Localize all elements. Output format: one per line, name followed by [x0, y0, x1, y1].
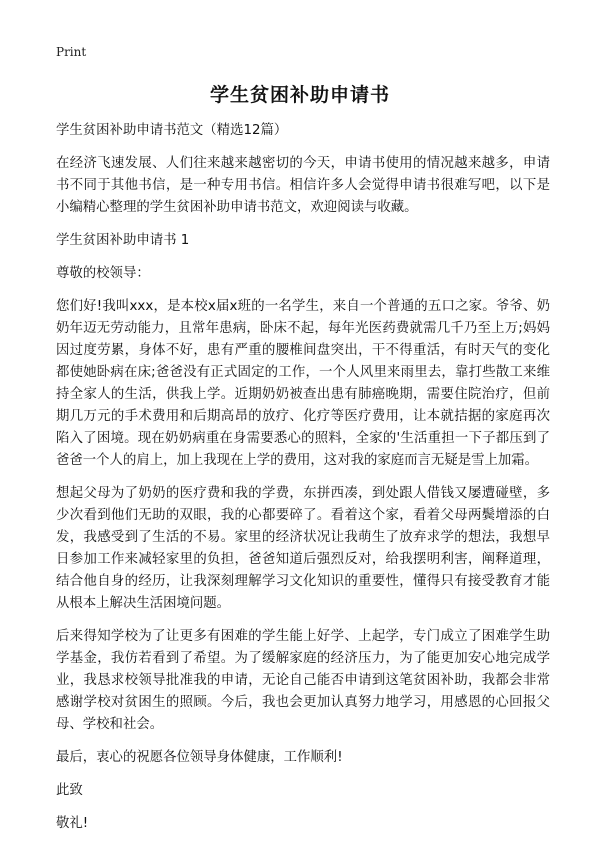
salutation: 尊敬的校领导： [56, 266, 150, 281]
document-body [56, 120, 550, 846]
sign-off-line: 敬礼! [56, 816, 89, 831]
section-heading: 学生贫困补助申请书 1 [56, 233, 190, 248]
body-paragraph: 想起父母为了奶奶的医疗费和我的学费，东拼西凑，到处跟人借钱又屡遭碰壁，多少次看到他们无助的双眼，我的心都要碎了。看着这个家，看着父母两鬓增添的白发，我感受到了生活的不易。家里的经济状况让我萌生了放弃求学的想法，我想早日参加工作来减轻家里的负担，爸爸知道后强烈反对，给我摆明利害，阐释道理，结合他自身的经历，让我深刻理解学习文化知识的重要性，懂得只有接受教育才能从根本上解决生活困境问题。 [56, 486, 550, 611]
body-paragraph: 后来得知学校为了让更多有困难的学生能上好学、上起学，专门成立了困难学生助学基金，我仿若看到了希望。为了缓解家庭的经济压力，为了能更加安心地完成学业，我恳求校领导批准我的申请，无论自己能否申请到这笔贫困补助，我都会非常感谢学校对贫困生的照顾。今后，我也会更加认真努力地学习，用感恩的心回报父母、学校和社会。 [56, 629, 550, 732]
document-title: 学生贫困补助申请书 [209, 84, 390, 106]
print-link[interactable]: Print [56, 45, 87, 59]
body-paragraph: 您们好!我叫xxx，是本校x届x班的一名学生，来自一个普通的五口之家。爷爷、奶奶年迈无劳动能力，且常年患病，卧床不起，每年光医药费就需几千乃至上万;妈妈因过度劳累，身体不好，患有严重的腰椎间盘突出，干不得重活，有时天气的变化都使她卧病在床;爸爸没有正式固定的工作，一个人风里来雨里去，靠打些散工来维持全家人的生活，供我上学。近期奶奶被查出患有肺癌晚期，需要住院治疗，但前期几万元的手术费用和后期高昂的放疗、化疗等医疗费用，让本就拮据的家庭再次陷入了困境。现在奶奶病重在身需要悉心的照料，全家的'生活重担一下子都压到了爸爸一个人的肩上，加上我现在上学的费用，这对我的家庭而言无疑是雪上加霜。 [56, 299, 550, 468]
document-subtitle: 学生贫困补助申请书范文（精选12篇） [56, 123, 288, 138]
closing-line: 最后，衷心的祝愿各位领导身体健康，工作顺利! [56, 750, 343, 765]
sign-off-line: 此致 [56, 783, 83, 798]
intro-paragraph: 在经济飞速发展、人们往来越来越密切的今天，申请书使用的情况越来越多，申请书不同于其他书信，是一种专用书信。相信许多人会觉得申请书很难写吧，以下是小编精心整理的学生贫困补助申请书范文，欢迎阅读与收藏。 [56, 156, 550, 215]
